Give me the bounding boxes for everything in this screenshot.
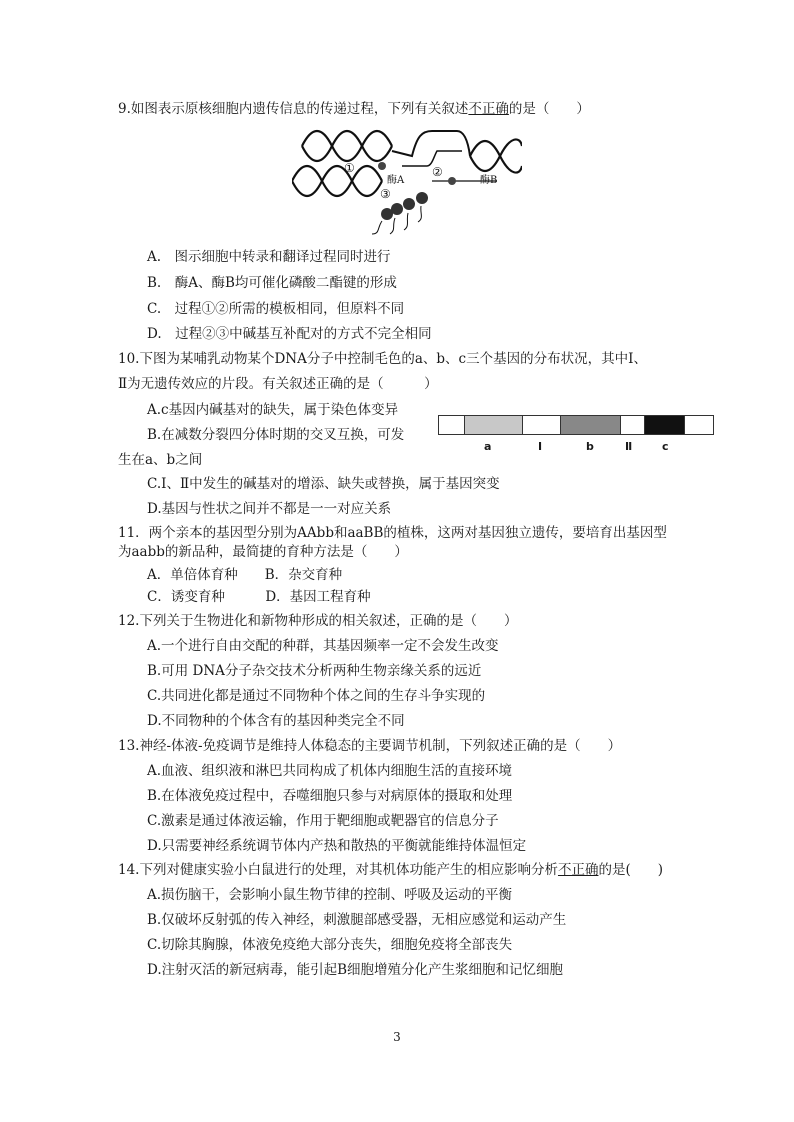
transcription-translation-figure xyxy=(292,126,522,238)
q14-stem xyxy=(118,861,663,879)
dna-strand-mid-left xyxy=(292,166,382,196)
gene-segment-c xyxy=(645,416,685,434)
q14-option-a: A.损伤脑干，会影响小鼠生物节律的控制、呼吸及运动的平衡 xyxy=(147,887,513,903)
q14-stem-underlined: 不正确 xyxy=(557,862,599,878)
gene-segment-b xyxy=(561,416,621,434)
gene-segment-ii xyxy=(621,416,645,434)
fig-label-3: ③ xyxy=(380,187,391,201)
gene-segment-blank-2 xyxy=(685,416,713,434)
fig-label-2: ② xyxy=(432,165,443,179)
q11-stem-line2: 为aabb的新品种，最简捷的育种方法是（ ） xyxy=(118,544,408,560)
q10-option-d: D.基因与性状之间并不都是一一对应关系 xyxy=(147,501,392,517)
fig-label-enzyme-a: 酶A xyxy=(387,175,405,186)
q9-stem-tail: 的是（ ） xyxy=(508,101,590,117)
q10-stem-line2: Ⅱ为无遗传效应的片段。有关叙述正确的是（ ） xyxy=(118,376,438,392)
gene-label-a: a xyxy=(484,440,492,453)
q9-option-a: A. 图示细胞中转录和翻译过程同时进行 xyxy=(147,249,391,265)
gene-label-ii: Ⅱ xyxy=(625,440,633,453)
q13-option-b: B.在体液免疫过程中，吞噬细胞只参与对病原体的摄取和处理 xyxy=(147,788,513,804)
q13-stem: 13.神经-体液-免疫调节是维持人体稳态的主要调节机制，下列叙述正确的是（ ） xyxy=(118,738,622,754)
q12-option-c: C.共同进化都是通过不同物种个体之间的生存斗争实现的 xyxy=(147,688,486,704)
enzyme-b-shape xyxy=(448,177,456,185)
dna-strand-top-left-2 xyxy=(302,131,392,161)
gene-label-b: b xyxy=(586,440,594,453)
q10-option-b-line1: B.在减数分裂四分体时期的交叉互换，可发 xyxy=(147,427,405,443)
q10-option-c: C.Ⅰ、Ⅱ中发生的碱基对的增添、缺失或替换，属于基因突变 xyxy=(147,476,500,492)
q12-option-a: A.一个进行自由交配的种群，其基因频率一定不会发生改变 xyxy=(147,638,499,654)
q14-option-b: B.仅破坏反射弧的传入神经，刺激腿部感受器，无相应感觉和运动产生 xyxy=(147,912,567,928)
fig-label-enzyme-b: 酶B xyxy=(480,175,498,186)
enzyme-a-shape xyxy=(378,162,386,170)
ribosome-4 xyxy=(416,192,428,204)
q12-stem: 12.下列关于生物进化和新物种形成的相关叙述，正确的是（ ） xyxy=(118,613,518,629)
q11-options-row2: C．诱变育种 D．基因工程育种 xyxy=(147,589,371,605)
q9-option-b: B. 酶A、酶B均可催化磷酸二酯键的形成 xyxy=(147,275,397,291)
q13-option-d: D.只需要神经系统调节体内产热和散热的平衡就能维持体温恒定 xyxy=(147,838,527,854)
q14-stem-text: 14.下列对健康实验小白鼠进行的处理，对其机体功能产生的相应影响分析 xyxy=(118,862,558,878)
q13-option-c: C.激素是通过体液运输，作用于靶细胞或靶器官的信息分子 xyxy=(147,813,499,829)
q9-stem xyxy=(118,100,590,118)
ribosome-2 xyxy=(391,203,403,215)
gene-label-c: c xyxy=(662,440,669,453)
q14-stem-tail: 的是( ) xyxy=(598,862,664,878)
q14-option-c: C.切除其胸腺，体液免疫绝大部分丧失，细胞免疫将全部丧失 xyxy=(147,937,513,953)
gene-segment-i xyxy=(523,416,561,434)
fig-label-1: ① xyxy=(344,161,355,175)
q10-stem-line1: 10.下图为某哺乳动物某个DNA分子中控制毛色的a、b、c三个基因的分布状况，其中Ⅰ、 xyxy=(118,351,647,367)
q9-option-d: D. 过程②③中碱基互补配对的方式不完全相同 xyxy=(147,326,432,342)
q13-option-a: A.血液、组织液和淋巴共同构成了机体内细胞生活的直接环境 xyxy=(147,763,513,779)
dna-strand-top-left xyxy=(302,131,392,161)
q11-stem-line1: 11．两个亲本的基因型分别为AAbb和aaBB的植株，这两对基因独立遗传，要培育出基因型 xyxy=(118,525,667,541)
q10-option-a: A.c基因内碱基对的缺失，属于染色体变异 xyxy=(147,402,399,418)
dna-strand-mid-left-2 xyxy=(292,166,382,196)
q9-stem-text: 9.如图表示原核细胞内遗传信息的传递过程，下列有关叙述 xyxy=(118,101,469,117)
q9-stem-underlined: 不正确 xyxy=(468,101,509,117)
gene-segment-a xyxy=(465,416,523,434)
page-number: 3 xyxy=(393,1030,401,1044)
ribosome-3 xyxy=(403,198,415,210)
q10-option-b-line2: 生在a、b之间 xyxy=(118,452,203,468)
q14-option-d: D.注射灭活的新冠病毒，能引起B细胞增殖分化产生浆细胞和记忆细胞 xyxy=(147,962,564,978)
gene-label-i: Ⅰ xyxy=(538,440,543,453)
q9-option-c: C. 过程①②所需的模板相同，但原料不同 xyxy=(147,301,405,317)
replication-bubble xyxy=(392,131,470,156)
q12-option-b: B.可用 DNA分子杂交技术分析两种生物亲缘关系的远近 xyxy=(147,663,482,679)
mrna-strand xyxy=(402,151,462,166)
gene-map-bar xyxy=(438,415,714,435)
gene-segment-blank-1 xyxy=(439,416,465,434)
q11-options-row1: A．单倍体育种 B．杂交育种 xyxy=(147,567,343,583)
q12-option-d: D.不同物种的个体含有的基因种类完全不同 xyxy=(147,713,405,729)
